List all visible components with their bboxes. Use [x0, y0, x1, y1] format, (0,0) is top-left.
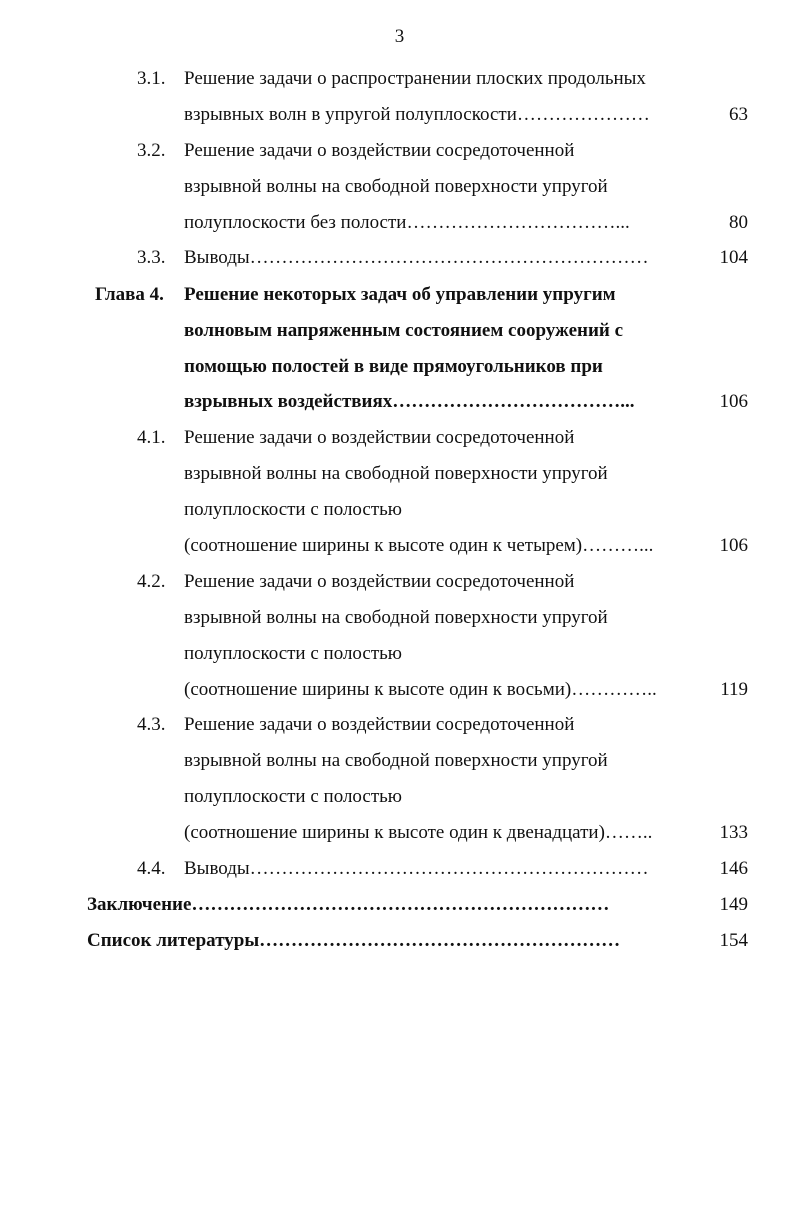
entry-page: 154: [719, 930, 748, 951]
entry-title-line: Решение задачи о воздействии сосредоточенной: [184, 427, 575, 448]
entry-title-line: Решение задачи о воздействии сосредоточенной: [184, 714, 575, 735]
entry-page: 106: [719, 391, 748, 412]
chapter-number: Глава 4.: [95, 284, 164, 305]
entry-page: 104: [719, 247, 748, 268]
entry-number: 4.3.: [137, 714, 166, 735]
entry-title-line: взрывной волны на свободной поверхности упругой: [184, 463, 608, 484]
entry-number: 3.3.: [137, 247, 166, 268]
entry-title-line: (соотношение ширины к высоте один к восьми)…………..: [184, 679, 657, 700]
entry-title-line: полуплоскости с полостью: [184, 643, 402, 664]
entry-page: 63: [729, 104, 748, 125]
page-number: 3: [394, 26, 405, 47]
entry-page: 119: [720, 679, 748, 700]
entry-title-line: Решение задачи о распространении плоских продольных: [184, 68, 646, 89]
entry-number: 4.4.: [137, 858, 166, 879]
entry-title-line: взрывной волны на свободной поверхности упругой: [184, 750, 608, 771]
references-title: Список литературы…………………………………………………: [87, 930, 621, 951]
entry-page: 133: [719, 822, 748, 843]
entry-number: 4.2.: [137, 571, 166, 592]
entry-page: 146: [719, 858, 748, 879]
entry-number: 3.2.: [137, 140, 166, 161]
entry-number: 4.1.: [137, 427, 166, 448]
conclusion-title: Заключение…………………………………………………………: [87, 894, 610, 915]
chapter-title-line: волновым напряженным состоянием сооружений с: [184, 320, 624, 341]
chapter-title-line: взрывных воздействиях………………………………...: [184, 391, 635, 412]
entry-title-line: Выводы………………………………………………………: [184, 858, 649, 879]
entry-title-line: (соотношение ширины к высоте один к двенадцати)……..: [184, 822, 653, 843]
entry-number: 3.1.: [137, 68, 166, 89]
entry-title-line: полуплоскости без полости……………………………...: [184, 212, 630, 233]
entry-title-line: взрывных волн в упругой полуплоскости…………………: [184, 104, 650, 125]
entry-title-line: (соотношение ширины к высоте один к четырем)………...: [184, 535, 654, 556]
entry-title-line: полуплоскости с полостью: [184, 499, 402, 520]
chapter-title-line: Решение некоторых задач об управлении упругим: [184, 284, 616, 305]
entry-title-line: полуплоскости с полостью: [184, 786, 402, 807]
chapter-title-line: помощью полостей в виде прямоугольников при: [184, 356, 603, 377]
entry-title-line: Решение задачи о воздействии сосредоточенной: [184, 140, 575, 161]
entry-title-line: Выводы………………………………………………………: [184, 247, 649, 268]
entry-title-line: Решение задачи о воздействии сосредоточенной: [184, 571, 575, 592]
entry-page: 149: [719, 894, 748, 915]
entry-title-line: взрывной волны на свободной поверхности упругой: [184, 607, 608, 628]
entry-page: 80: [729, 212, 748, 233]
entry-page: 106: [719, 535, 748, 556]
entry-title-line: взрывной волны на свободной поверхности упругой: [184, 176, 608, 197]
